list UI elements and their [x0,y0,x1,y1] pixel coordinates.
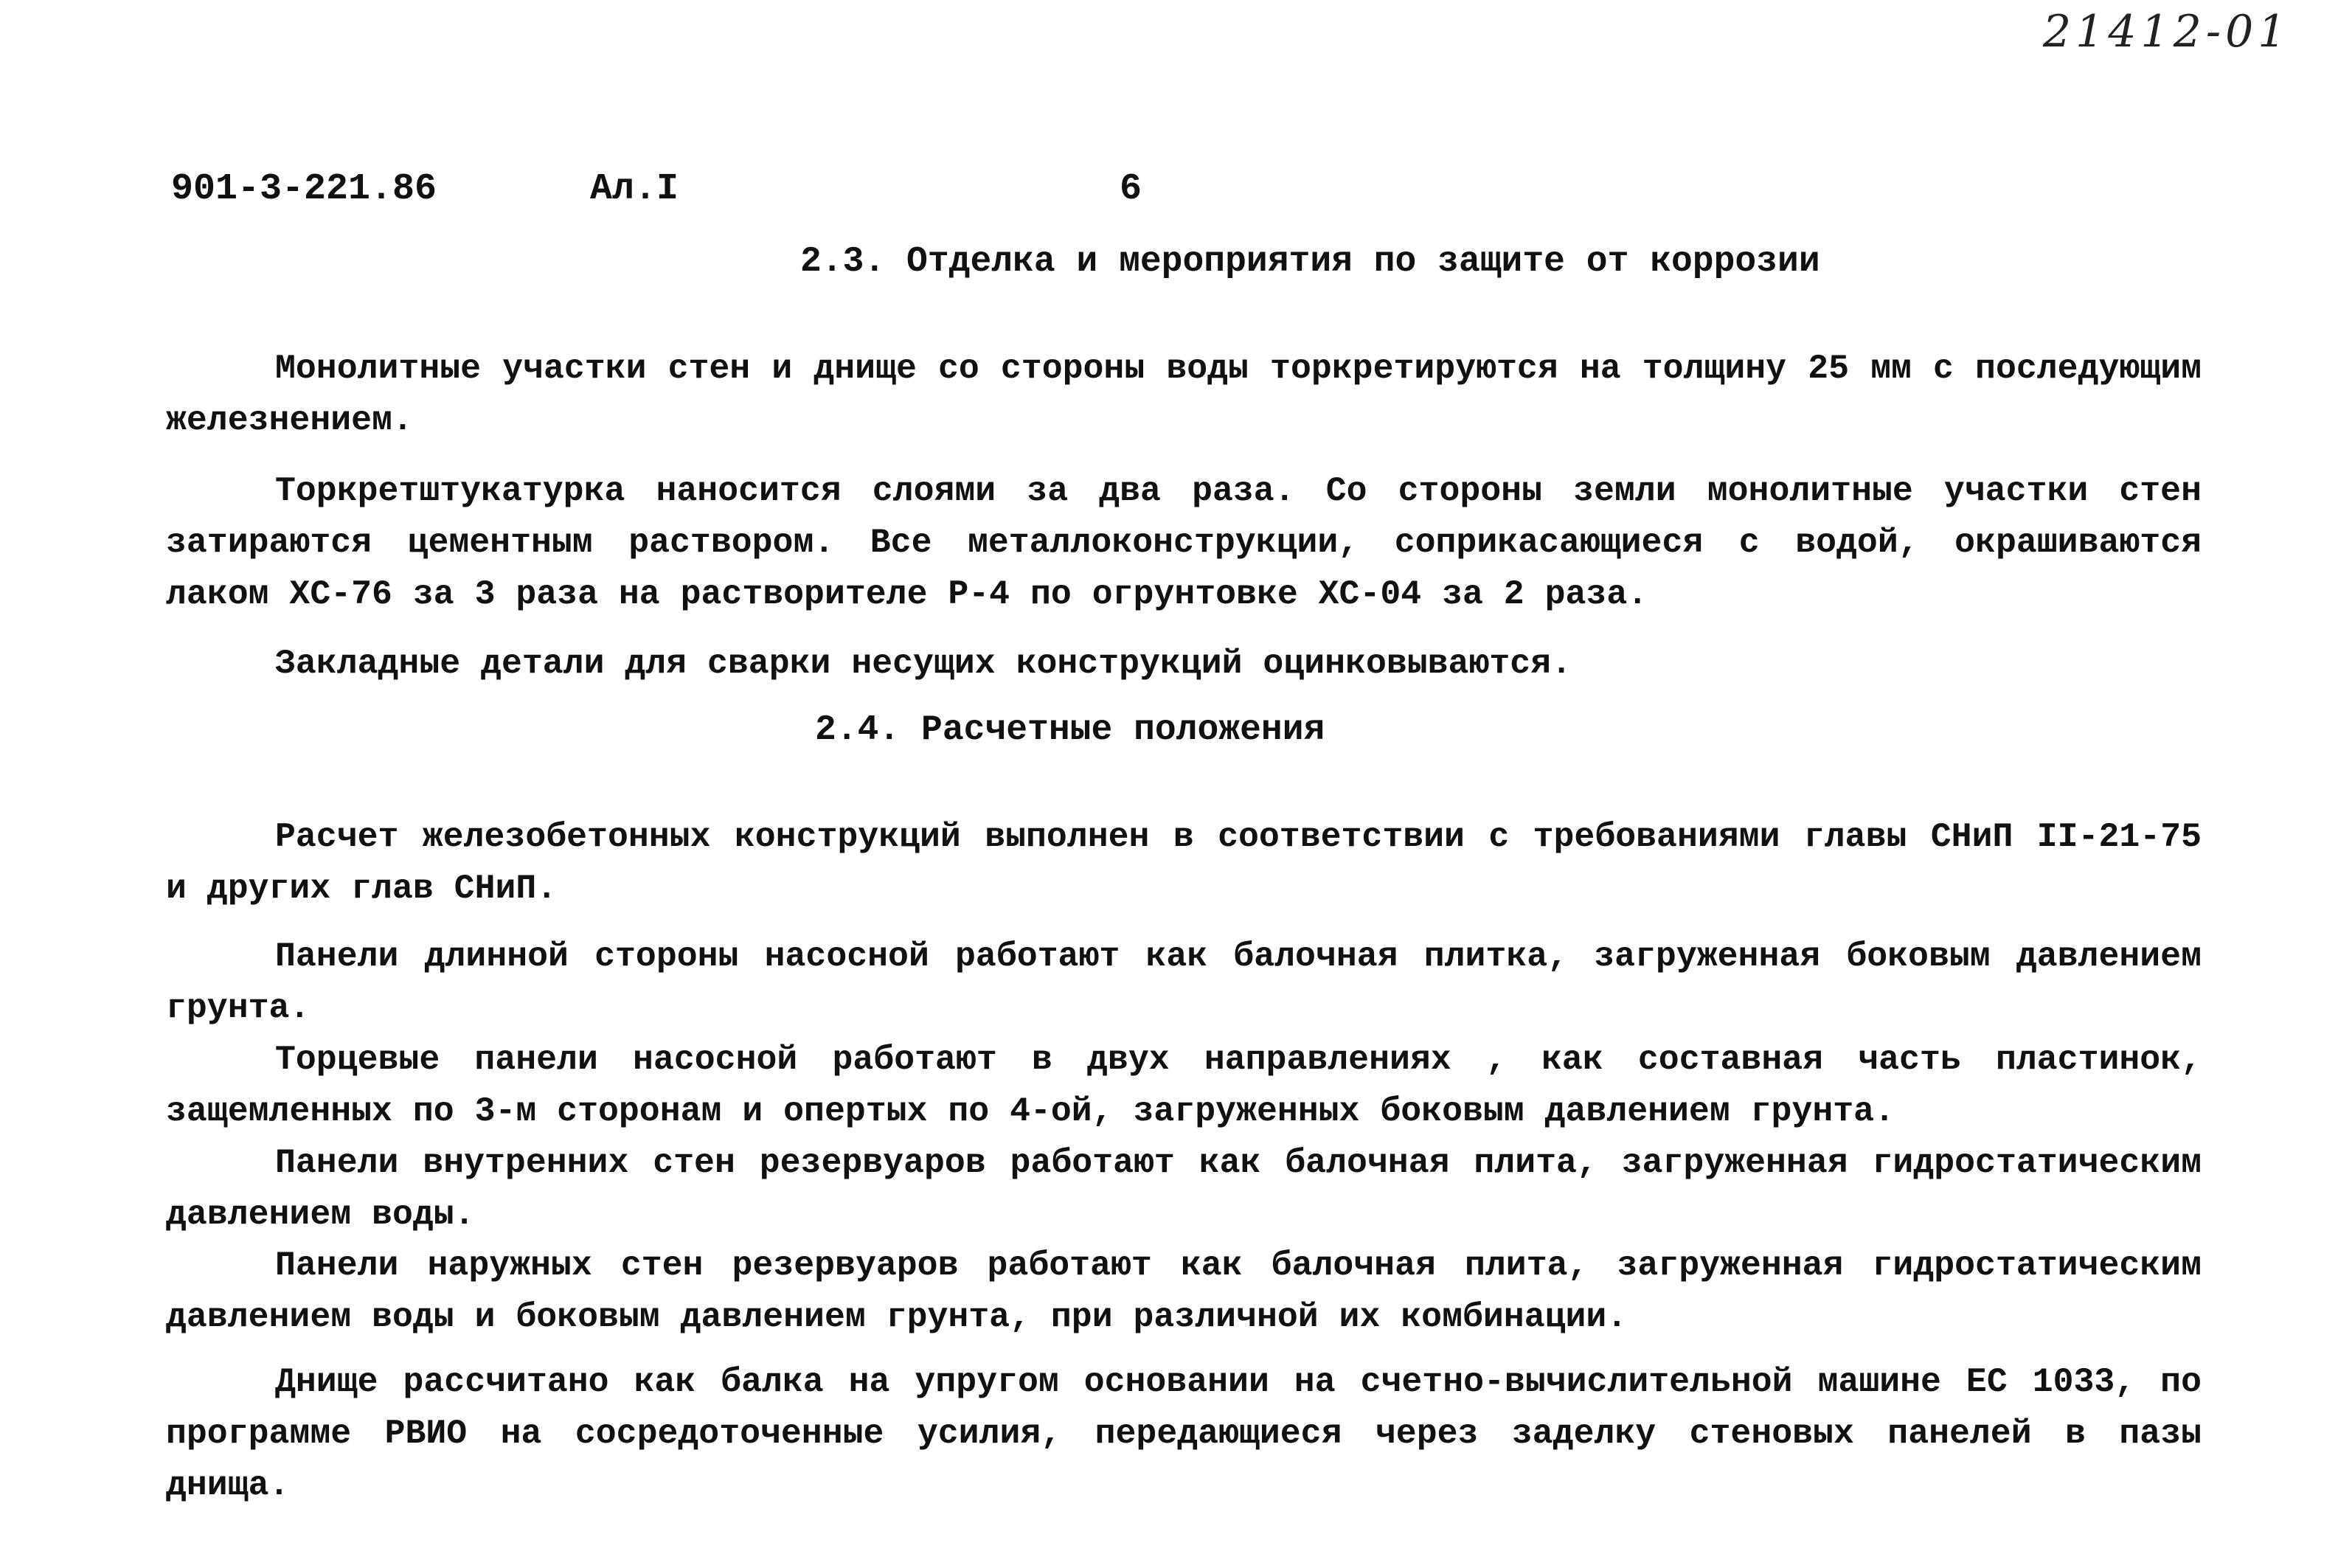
paragraph: Панели наружных стен резервуаров работают как балочная плита, загруженная гидростатическим давлением воды и боковым давлением грунта, при различной их комбинации. [166,1245,2202,1336]
paragraph: Монолитные участки стен и днище со стороны воды торкретируются на толщину 25 мм с последующим железнением. [166,348,2202,440]
document-code: 901-3-221.86 [171,168,437,210]
paragraph: Торцевые панели насосной работают в двух направлениях , как составная часть пластинок, защемленных по 3-м сторонам и опертых по 4-ой, загруженных боковым давлением грунта. [166,1039,2202,1131]
page-number: 6 [1120,168,1142,210]
paragraph: Торкретштукатурка наносится слоями за два раза. Со стороны земли монолитные участки стен затираются цементным раствором. Все металлоконструкции, соприкасающиеся с водой, окрашиваются лаком ХС-76 за 3 раза на растворителе Р-4 по огрунтовке ХС-04 за 2 раза. [166,471,2202,614]
paragraph: Панели внутренних стен резервуаров работают как балочная плита, загруженная гидростатическим давлением воды. [166,1142,2202,1234]
section-heading-2-3: 2.3. Отделка и мероприятия по защите от коррозии [800,242,1820,282]
paragraph: Панели длинной стороны насосной работают как балочная плитка, загруженная боковым давлением грунта. [166,936,2202,1027]
section-heading-2-4: 2.4. Расчетные положения [815,710,1325,750]
paragraph: Закладные детали для сварки несущих конструкций оцинковываются. [275,643,1572,683]
sheet-label: Ал.I [590,168,679,210]
paragraph: Расчет железобетонных конструкций выполнен в соответствии с требованиями главы СНиП II-21-75 и других глав СНиП. [166,816,2202,908]
paragraph: Днище рассчитано как балка на упругом основании на счетно-вычислительной машине ЕС 1033, по программе РВИО на сосредоточенные усилия, передающиеся через заделку стеновых панелей в пазы днища. [166,1361,2202,1505]
handwritten-inventory-number: 21412-01 [2043,6,2291,58]
